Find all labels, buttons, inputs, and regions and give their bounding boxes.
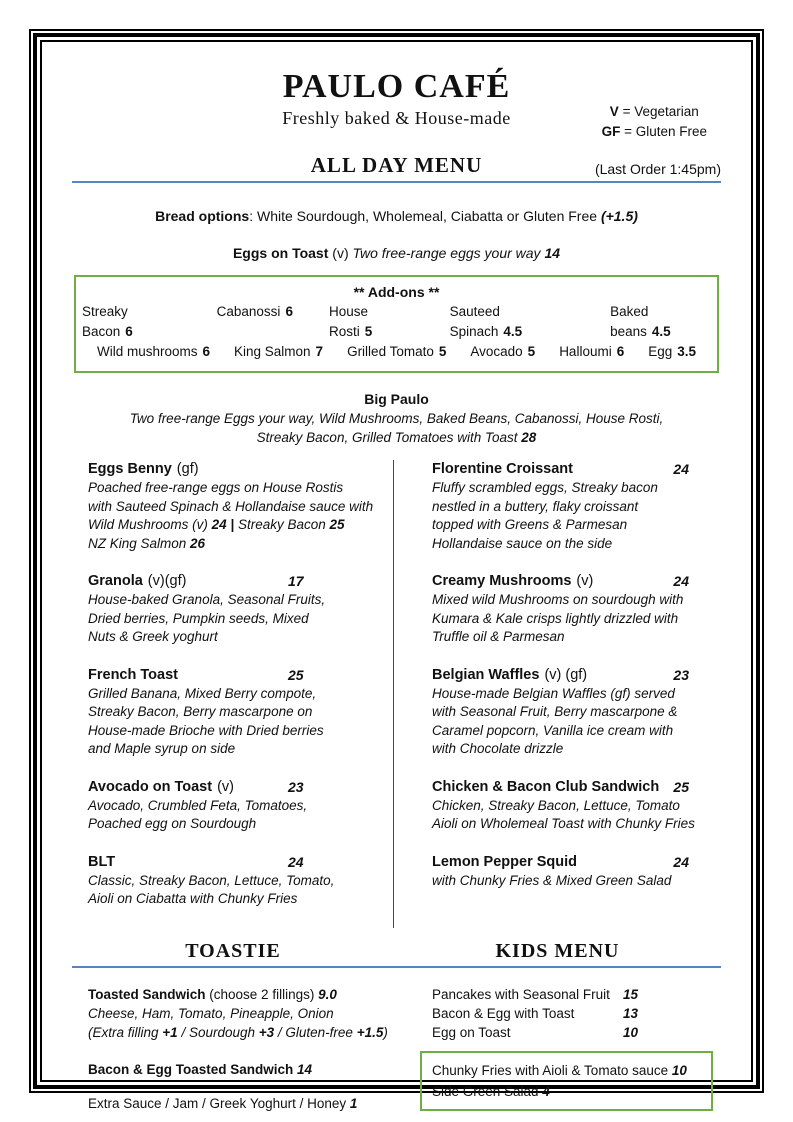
all-day-menu-header (72, 153, 721, 178)
menu-item-header (432, 572, 721, 591)
addon-name: Cabanossi (216, 304, 281, 319)
menu-item-header (432, 666, 721, 685)
addon-item (234, 342, 323, 362)
menu-item (88, 778, 393, 834)
page-border-outer (29, 29, 764, 1111)
menu-item-price: 25 (288, 666, 304, 683)
menu-item-header (88, 572, 393, 591)
menu-item (88, 572, 393, 647)
menu-item-name: Eggs Benny (88, 461, 172, 477)
menu-item-tags: (v) (gf) (544, 666, 588, 683)
menu-item-name: BLT (88, 853, 116, 870)
addon-item (610, 302, 711, 342)
toastie-section (72, 985, 394, 1113)
extra-sauce-line: Extra Sauce / Jam / Greek Yoghurt / Honey 1 (88, 1095, 358, 1111)
kids-menu-row (432, 1023, 638, 1042)
bottom-rule (72, 966, 721, 968)
menu-item-name: Lemon Pepper Squid (432, 853, 578, 870)
addon-price: 5 (438, 344, 447, 359)
addons-row-2 (82, 342, 711, 362)
menu-item-header (88, 778, 393, 797)
menu-item-price: 24 (673, 853, 689, 870)
menu-column-left (72, 460, 393, 928)
addon-item (450, 302, 575, 342)
addon-price: 4.5 (651, 324, 671, 339)
menu-item-name: Florentine Croissant (432, 461, 573, 477)
menu-item-header (432, 460, 721, 479)
addon-price: 3.5 (677, 344, 697, 359)
bottom-section-headings (72, 940, 721, 963)
kids-sides-box (420, 1051, 713, 1111)
menu-item-description: House-baked Granola, Seasonal Fruits, Dried berries, Pumpkin seeds, Mixed Nuts & Greek yoghurt (88, 592, 326, 644)
menu-item-price: 24 (288, 853, 304, 870)
cafe-title: PAULO CAFÉ (282, 68, 511, 105)
menu-item-description: Grilled Banana, Mixed Berry compote, Streaky Bacon, Berry mascarpone on House-made Brioche with Dried berries and Maple syrup on side (88, 685, 324, 756)
addons-title: ** Add-ons ** (353, 284, 440, 300)
menu-item-description: Classic, Streaky Bacon, Lettuce, Tomato, Aioli on Ciabatta with Chunky Fries (88, 872, 335, 906)
legend-gluten-free: GF = Gluten Free (601, 124, 707, 139)
addon-price: 5 (364, 324, 373, 339)
big-paulo-desc-2: Streaky Bacon, Grilled Tomatoes with Toast 28 (256, 430, 537, 445)
header-rule (72, 181, 721, 183)
menu-column-right (394, 460, 721, 928)
menu-item-name: Belgian Waffles (432, 666, 540, 683)
kids-item-price: 15 (622, 986, 638, 1002)
menu-item (432, 778, 721, 834)
menu-content (42, 42, 751, 1113)
addon-price: 6 (125, 324, 133, 339)
addon-item (217, 302, 293, 342)
main-menu-columns (72, 460, 721, 928)
menu-item-price: 24 (673, 573, 689, 589)
chunky-fries-line: Chunky Fries with Aioli & Tomato sauce 10 (432, 1062, 687, 1078)
kids-menu-heading: KIDS MENU (495, 939, 620, 962)
addon-name: Grilled Tomato (347, 344, 434, 359)
addon-name: Halloumi (559, 344, 612, 359)
toasted-sandwich-line: Toasted Sandwich (choose 2 fillings) 9.0 (88, 986, 337, 1002)
menu-item-header (88, 666, 393, 685)
addon-name: Sauteed Spinach (449, 304, 500, 339)
menu-item (88, 666, 393, 759)
menu-item-name: Creamy Mushrooms (432, 573, 572, 589)
menu-item-header (432, 778, 721, 797)
kids-menu-row (432, 985, 638, 1004)
big-paulo-name: Big Paulo (364, 391, 429, 407)
kids-menu-row (432, 1004, 638, 1023)
menu-item (432, 666, 721, 759)
cafe-subtitle: Freshly baked & House-made (282, 108, 511, 128)
menu-item-description: with Chunky Fries & Mixed Green Salad (432, 872, 672, 888)
menu-item-price: 25 (673, 778, 689, 795)
menu-item-name: Avocado on Toast (88, 778, 213, 795)
menu-item-header (88, 853, 393, 872)
addon-price: 6 (616, 344, 625, 359)
bacon-egg-toastie-line: Bacon & Egg Toasted Sandwich 14 (88, 1061, 313, 1077)
addon-name: Streaky Bacon (82, 304, 128, 339)
addon-name: Avocado (470, 344, 523, 359)
addon-name: Wild mushrooms (96, 344, 198, 359)
side-salad-line: Side Green Salad 4 (432, 1083, 550, 1099)
menu-item-header (432, 853, 721, 872)
toastie-fillings-line: Cheese, Ham, Tomato, Pineapple, Onion (88, 1005, 334, 1021)
addon-item (347, 342, 446, 362)
menu-item-description: Poached free-range eggs on House Rostis with Sauteed Spinach & Hollandaise sauce with Wild Mushrooms (v) 24 | Streaky Bacon 25 NZ King Salmon 26 (88, 480, 374, 551)
kids-rows (432, 985, 721, 1042)
bread-options-line: Bread options: White Sourdough, Wholemeal, Ciabatta or Gluten Free (+1.5) (155, 208, 638, 224)
last-order-note: (Last Order 1:45pm) (594, 161, 721, 177)
kids-item-name: Pancakes with Seasonal Fruit (432, 986, 610, 1002)
kids-item-name: Egg on Toast (432, 1024, 511, 1040)
addon-name: Egg (648, 344, 673, 359)
legend-vegetarian: V = Vegetarian (609, 104, 699, 119)
big-paulo-special (72, 390, 721, 447)
menu-item (88, 853, 393, 909)
menu-item-description: Fluffy scrambled eggs, Streaky bacon nestled in a buttery, flaky croissant topped with Greens & Parmesan Hollandaise sauce on the side (432, 480, 658, 551)
menu-item (88, 460, 393, 553)
addon-price: 7 (315, 344, 324, 359)
dietary-legend (602, 102, 707, 142)
menu-item-description: Avocado, Crumbled Feta, Tomatoes, Poached egg on Sourdough (88, 797, 308, 831)
section-title: ALL DAY MENU (310, 153, 483, 177)
menu-item-name: Granola (88, 573, 143, 589)
page-border-inner (40, 40, 753, 1111)
kids-item-price: 10 (622, 1024, 638, 1040)
menu-item-description: Mixed wild Mushrooms on sourdough with Kumara & Kale crisps lightly drizzled with Truffle oil & Parmesan (432, 592, 684, 644)
addon-price: 6 (285, 304, 293, 319)
menu-item-name: French Toast (88, 666, 178, 683)
addon-item (97, 342, 210, 362)
menu-item-description: Chicken, Streaky Bacon, Lettuce, Tomato Aioli on Wholemeal Toast with Chunky Fries (432, 797, 695, 831)
kids-item-price: 13 (622, 1005, 638, 1021)
menu-item (432, 460, 721, 553)
addons-box (74, 275, 719, 373)
menu-item-name: Chicken & Bacon Club Sandwich (432, 778, 660, 795)
toastie-extras-line: (Extra filling +1 / Sourdough +3 / Gluten-free +1.5) (88, 1024, 388, 1040)
menu-item (432, 572, 721, 647)
menu-item-price: 23 (288, 778, 304, 795)
bottom-columns (72, 985, 721, 1113)
menu-item-price: 17 (288, 573, 304, 589)
kids-section (394, 985, 721, 1113)
addon-name: House Rosti (328, 304, 368, 339)
addon-item (559, 342, 624, 362)
addons-row-1 (82, 302, 711, 342)
addon-item (329, 302, 414, 342)
addon-price: 5 (527, 344, 536, 359)
addon-price: 4.5 (503, 324, 523, 339)
kids-item-name: Bacon & Egg with Toast (432, 1005, 575, 1021)
menu-item-price: 23 (673, 666, 689, 683)
addon-item (82, 302, 181, 342)
menu-item-tags: (gf) (176, 461, 199, 477)
menu-item (432, 853, 721, 891)
toastie-heading: TOASTIE (185, 939, 281, 962)
menu-item-tags: (v)(gf) (147, 573, 187, 589)
menu-item-tags: (v) (217, 778, 234, 795)
addon-price: 6 (202, 344, 210, 359)
addon-name: Baked beans (610, 304, 649, 339)
menu-item-description: House-made Belgian Waffles (gf) served with Seasonal Fruit, Berry mascarpone & Caramel popcorn, Vanilla ice cream with with Chocolate drizzle (432, 685, 678, 756)
addon-name: King Salmon (234, 344, 311, 359)
menu-item-price: 24 (673, 461, 689, 477)
big-paulo-desc-1: Two free-range Eggs your way, Wild Mushrooms, Baked Beans, Cabanossi, House Rosti, (129, 411, 664, 426)
menu-item-header (88, 460, 393, 479)
eggs-on-toast-line: Eggs on Toast (v) Two free-range eggs your way 14 (232, 245, 561, 261)
addon-item (470, 342, 535, 362)
menu-item-tags: (v) (576, 573, 594, 589)
addon-item (648, 342, 696, 362)
page-border-middle (33, 33, 760, 1111)
